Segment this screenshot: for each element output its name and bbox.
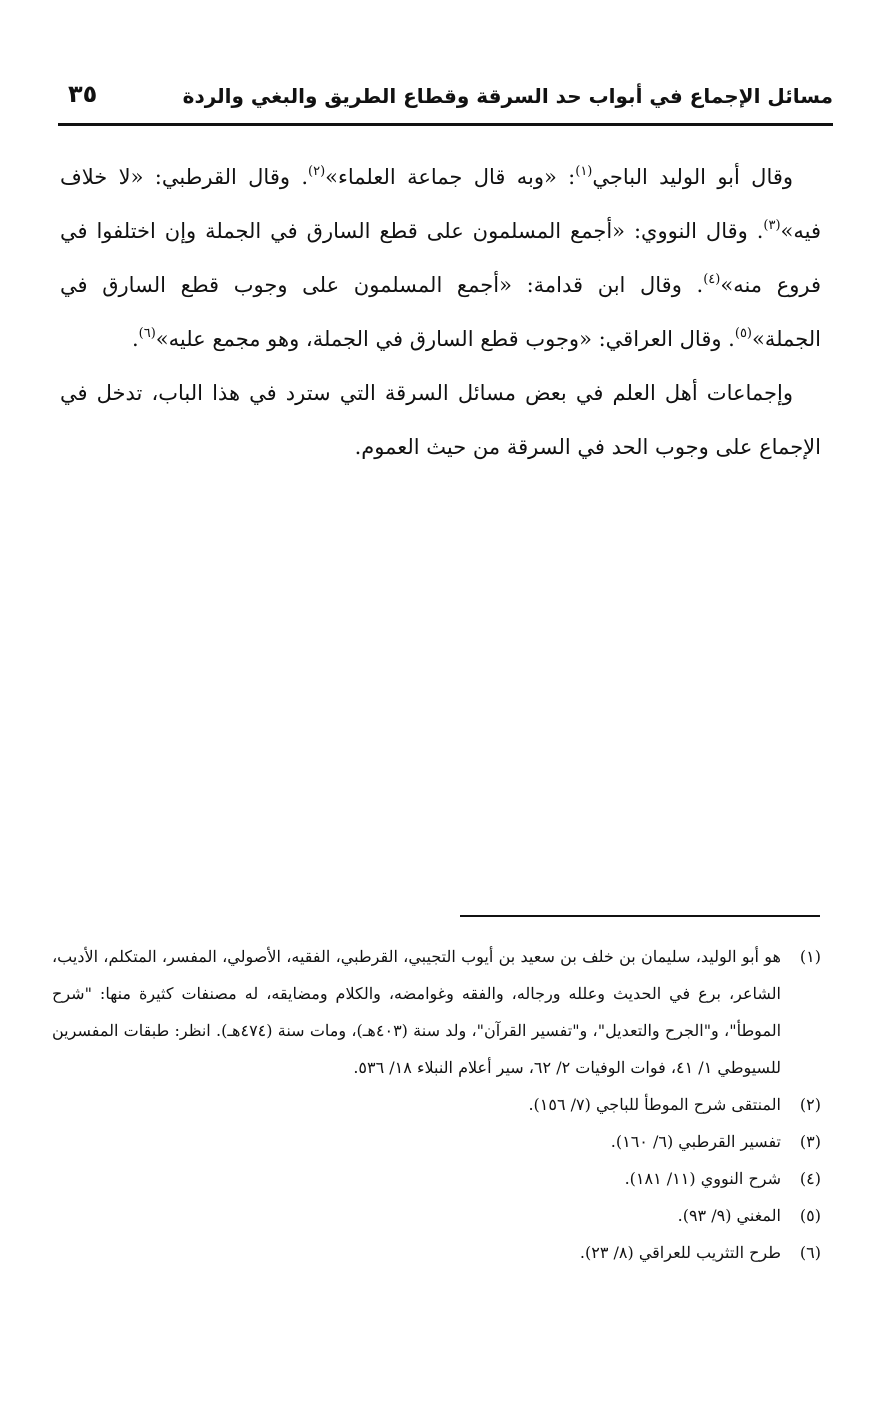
footnote-number: (٢) <box>799 1095 821 1114</box>
text-span: . وقال القرطبي: «لا خلاف فيه» <box>60 165 821 243</box>
footnote-1 <box>52 938 821 1086</box>
footnote-text: المغني (٩/ ٩٣). <box>677 1206 781 1225</box>
paragraph-2: وإجماعات أهل العلم في بعض مسائل السرقة التي سترد في هذا الباب، تدخل في الإجماع على وجوب الحد في السرقة من حيث العموم. <box>60 381 821 459</box>
text-span: . وقال العراقي: «وجوب قطع السارق في الجملة، وهو مجمع عليه» <box>155 327 735 351</box>
paragraph-1 <box>60 150 821 366</box>
text-span: . <box>131 327 139 351</box>
footnote-ref-6: (٦) <box>138 326 156 341</box>
footnote-number: (٥) <box>799 1206 821 1225</box>
text-span: وقال أبو الوليد الباجي <box>592 165 794 189</box>
header-rule <box>58 123 833 126</box>
footnote-ref-1: (١) <box>575 164 593 179</box>
footnote-4 <box>52 1160 821 1197</box>
footnotes <box>52 938 821 1271</box>
footnote-number: (٣) <box>799 1132 821 1151</box>
footnote-ref-5: (٥) <box>734 326 752 341</box>
footnote-ref-3: (٣) <box>763 218 781 233</box>
footnote-text: تفسير القرطبي (٦/ ١٦٠). <box>610 1132 781 1151</box>
footnote-number: (١) <box>799 947 821 966</box>
footnote-2 <box>52 1086 821 1123</box>
footnote-separator <box>460 915 820 917</box>
footnote-text: هو أبو الوليد، سليمان بن خلف بن سعيد بن أيوب التجيبي، القرطبي، الفقيه، الأصولي، المفسر، المتكلم، الأديب، الشاعر، برع في الحديث وعلله ورجاله، والفقه وغوامضه، والكلام ومضايقه، له مصنفات كثيرة منها: "شرح الموطأ"، و"الجرح والتعديل"، و"تفسير القرآن"، ولد سنة (٤٠٣هـ)، ومات سنة (٤٧٤هـ). انظر: طبقات المفسرين للسيوطي ١/ ٤١، فوات الوفيات ٢/ ٦٢، سير أعلام النبلاء ١٨/ ٥٣٦. <box>52 947 782 1077</box>
footnote-number: (٦) <box>799 1243 821 1262</box>
text-span: . وقال ابن قدامة: «أجمع المسلمون على وجوب قطع السارق في الجملة» <box>60 273 821 351</box>
footnote-6 <box>52 1234 821 1271</box>
footnote-3 <box>52 1123 821 1160</box>
footnote-ref-2: (٢) <box>308 164 326 179</box>
running-title: مسائل الإجماع في أبواب حد السرقة وقطاع الطريق والبغي والردة <box>182 84 833 108</box>
footnote-text: طرح التثريب للعراقي (٨/ ٢٣). <box>579 1243 781 1262</box>
footnote-number: (٤) <box>799 1169 821 1188</box>
text-span: : «وبه قال جماعة العلماء» <box>325 165 576 189</box>
main-text <box>60 150 821 474</box>
page-number: ٣٥ <box>68 80 98 108</box>
footnote-5 <box>52 1197 821 1234</box>
footnote-ref-4: (٤) <box>703 272 721 287</box>
page-header <box>58 78 833 120</box>
footnote-text: المنتقى شرح الموطأ للباجي (٧/ ١٥٦). <box>528 1095 781 1114</box>
footnote-text: شرح النووي (١١/ ١٨١). <box>624 1169 781 1188</box>
text-span: . وقال النووي: «أجمع المسلمون على قطع السارق في الجملة وإن اختلفوا في فروع منه» <box>60 219 821 297</box>
